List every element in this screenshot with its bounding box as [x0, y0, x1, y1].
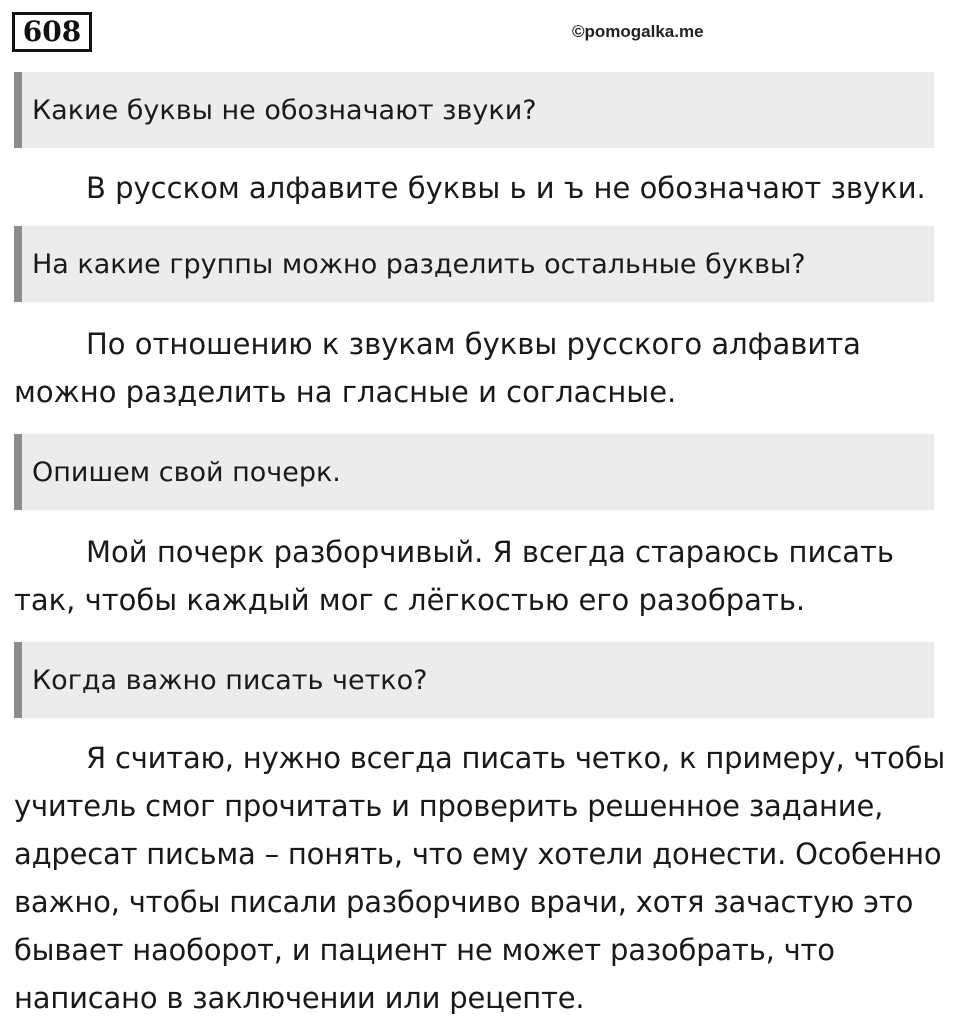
answer-paragraph-1: В русском алфавите буквы ь и ъ не обозначают звуки. [86, 171, 926, 205]
page-header [0, 0, 960, 64]
answer-paragraph-2: По отношению к звукам буквы русского алфавита можно разделить на гласные и согласные. [14, 327, 861, 409]
question-block-4: Когда важно писать четко? [14, 642, 934, 718]
question-block-1: Какие буквы не обозначают звуки? [14, 72, 934, 148]
task-number-badge: 608 [12, 12, 92, 52]
question-block-2: На какие группы можно разделить остальные буквы? [14, 226, 934, 302]
answer-paragraph-3: Мой почерк разборчивый. Я всегда стараюсь писать так, чтобы каждый мог с лёгкостью его разобрать. [14, 535, 895, 617]
answer-paragraph-4: Я считаю, нужно всегда писать четко, к примеру, чтобы учитель смог прочитать и проверить решенное задание, адресат письма – понять, что ему хотели донести. Особенно важно, чтобы писали разборчиво врачи, хотя зачастую это бывает наоборот, и пациент не может разобрать, что написано в заключении или рецепте. [14, 741, 946, 1015]
site-watermark: ©pomogalka.me [572, 22, 704, 41]
question-block-3: Опишем свой почерк. [14, 434, 934, 510]
qa-content [0, 72, 960, 1022]
